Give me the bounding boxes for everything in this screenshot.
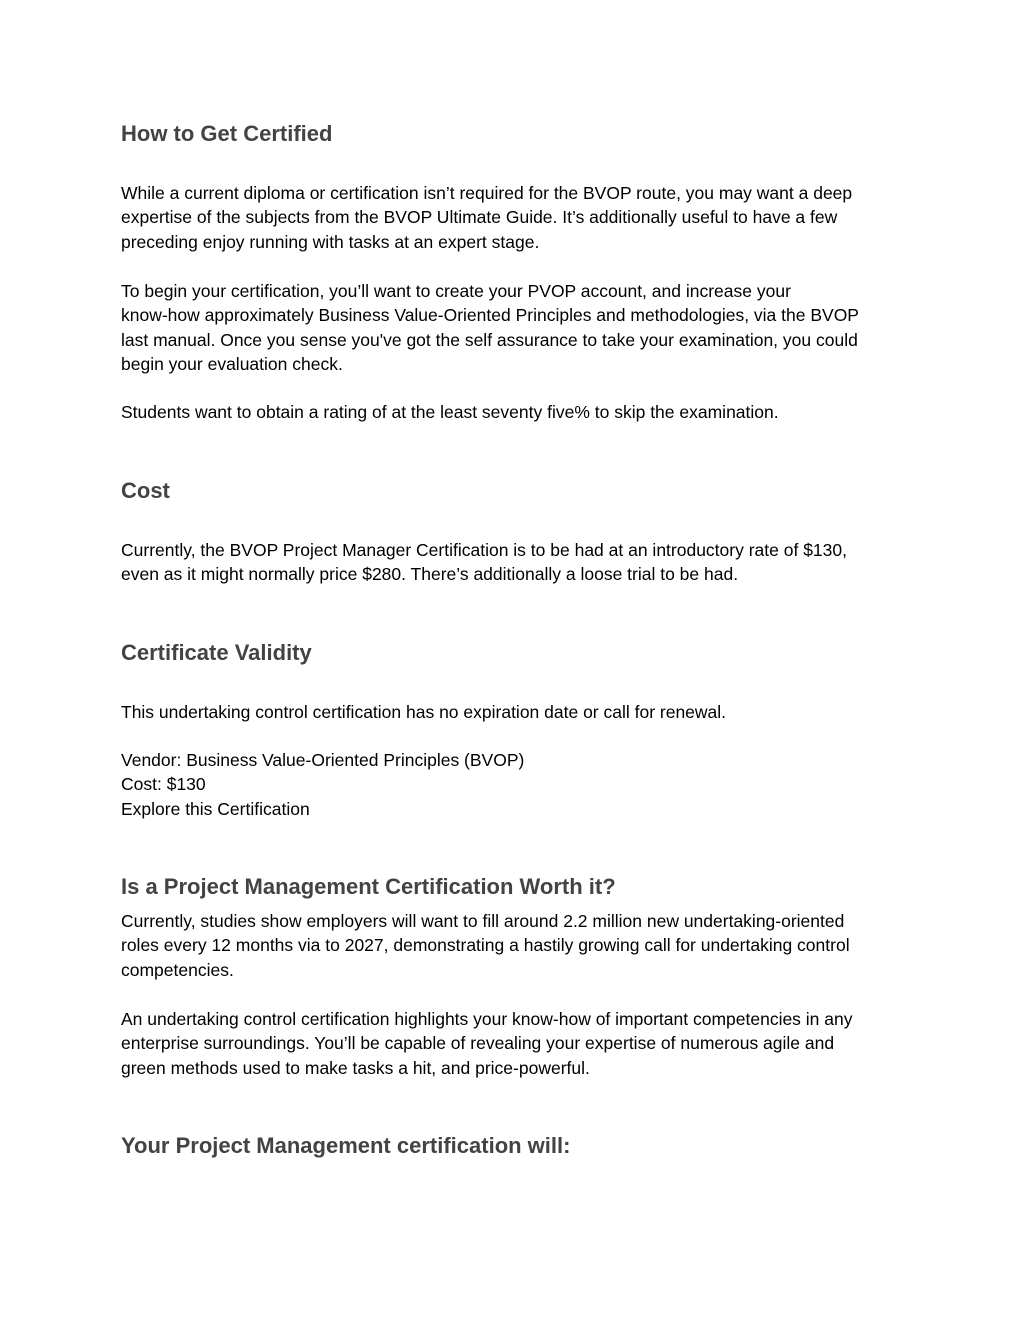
text-line: know-how approximately Business Value-Oriented Principles and methodologies, via the BVOP <box>121 305 859 326</box>
text-line: expertise of the subjects from the BVOP Ultimate Guide. It’s additionally useful to have a few <box>121 207 838 228</box>
text-line: enterprise surroundings. You’ll be capable of revealing your expertise of numerous agile and <box>121 1033 835 1054</box>
heading-certificate-validity: Certificate Validity <box>121 640 312 665</box>
explore-certification-text: Explore this Certification <box>121 798 310 819</box>
text-line: roles every 12 months via to 2027, demonstrating a hastily growing call for undertaking control <box>121 935 850 956</box>
text-line: Students want to obtain a rating of at the least seventy five% to skip the examination. <box>121 402 779 422</box>
text-line: To begin your certification, you’ll want to create your PVOP account, and increase your <box>121 281 791 301</box>
text-line: While a current diploma or certification isn’t required for the BVOP route, you may want a deep <box>121 183 853 203</box>
paragraph-certification-highlights <box>121 1007 911 1080</box>
heading-cost: Cost <box>121 478 170 503</box>
paragraph-employer-demand <box>121 909 911 982</box>
heading-worth-it: Is a Project Management Certification Worth it? <box>121 874 616 899</box>
text-line: begin your evaluation check. <box>121 353 343 374</box>
heading-certification-will: Your Project Management certification will: <box>121 1133 571 1158</box>
text-line: This undertaking control certification has no expiration date or call for renewal. <box>121 702 727 722</box>
certification-details <box>121 748 911 821</box>
text-line: even as it might normally price $280. There’s additionally a loose trial to be had. <box>121 564 739 585</box>
heading-how-to-get-certified: How to Get Certified <box>121 121 333 146</box>
text-line: An undertaking control certification highlights your know-how of important competencies in any <box>121 1009 853 1029</box>
vendor-text: Vendor: Business Value-Oriented Principles (BVOP) <box>121 750 525 770</box>
cost-text: Cost: $130 <box>121 774 206 795</box>
paragraph-requirements <box>121 181 911 254</box>
text-line: Currently, studies show employers will want to fill around 2.2 million new undertaking-oriented <box>121 911 845 931</box>
paragraph-validity <box>121 700 911 724</box>
text-line: last manual. Once you sense you've got the self assurance to take your examination, you could <box>121 329 858 350</box>
text-line: green methods used to make tasks a hit, and price-powerful. <box>121 1057 590 1078</box>
paragraph-passing-score <box>121 400 911 424</box>
paragraph-begin-certification <box>121 279 911 376</box>
text-line: preceding enjoy running with tasks at an expert stage. <box>121 231 540 252</box>
text-line: competencies. <box>121 959 234 980</box>
paragraph-cost <box>121 538 911 587</box>
text-line: Currently, the BVOP Project Manager Certification is to be had at an introductory rate of $130, <box>121 540 847 560</box>
